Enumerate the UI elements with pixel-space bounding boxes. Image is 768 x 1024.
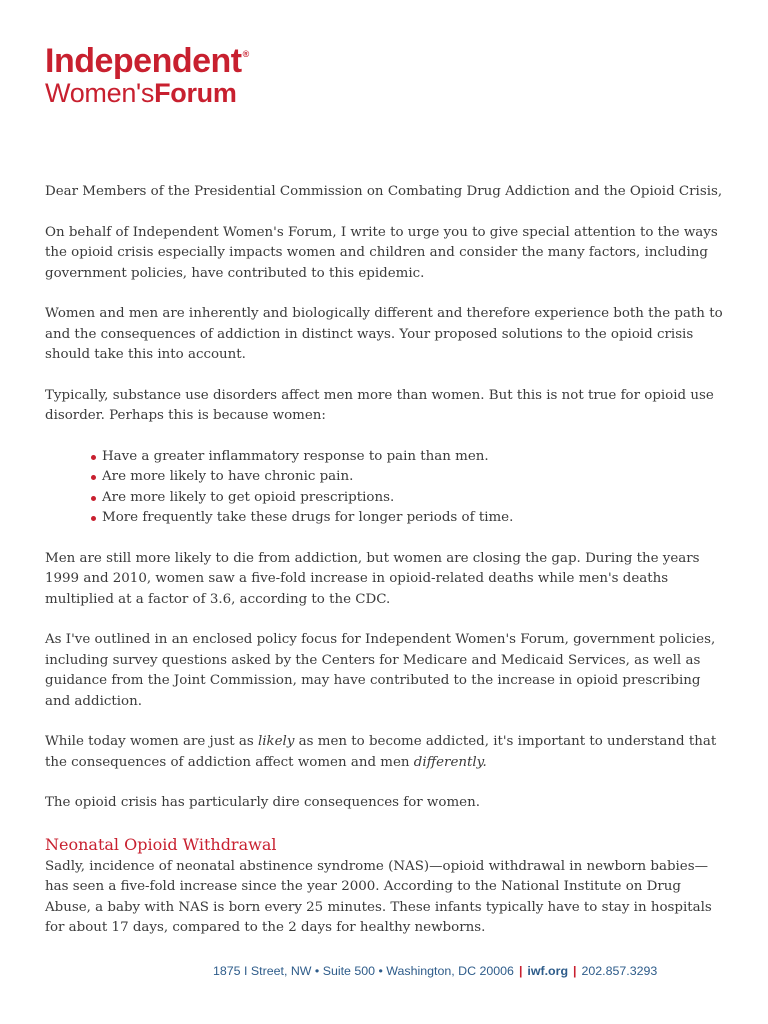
logo-word-forum: Forum [154, 78, 237, 108]
footer-phone: 202.857.3293 [581, 964, 658, 978]
list-item-text: Are more likely to have chronic pain. [102, 469, 354, 484]
paragraph-policy: As I've outlined in an enclosed policy focus for Independent Women's Forum, government policies, including survey questions asked by the Centers for Medicare and Medicaid Services, as well as guidance from the Joint Commission, may have contributed to the increase in opioid prescribing and addiction. [45, 632, 716, 709]
footer-separator: | [573, 964, 577, 978]
list-item-text: More frequently take these drugs for longer periods of time. [102, 510, 514, 525]
text-run: as men to become addicted, it's important to understand that the consequences of addiction affect women and men [45, 734, 717, 770]
paragraph-deaths: Men are still more likely to die from addiction, but women are closing the gap. During the years 1999 and 2010, women saw a five-fold increase in opioid-related deaths while men's deaths multiplied at a factor of 3.6, according to the CDC. [45, 550, 700, 607]
footer-separator: | [518, 964, 523, 978]
paragraph-intro: On behalf of Independent Women's Forum, I write to urge you to give special attention to the ways the opioid crisis especially impacts women and children and consider the many factors, including government policies, have contributed to this epidemic. [45, 224, 718, 281]
paragraph-differences: Women and men are inherently and biologically different and therefore experience both the path to and the consequences of addiction in distinct ways. Your proposed solutions to the opioid crisis should take this into account. [45, 306, 723, 362]
list-item [91, 488, 727, 509]
bullet-dot-icon [91, 496, 96, 501]
paragraph-differently [45, 732, 727, 773]
logo-line-womens-forum [45, 80, 249, 107]
logo-line-independent [45, 44, 249, 78]
bullet-dot-icon [91, 475, 96, 480]
footer-contact [213, 964, 657, 978]
emphasis-differently: differently. [413, 754, 487, 770]
footer-address: 1875 I Street, NW • Suite 500 • Washington, DC 20006 [213, 964, 514, 978]
salutation: Dear Members of the Presidential Commission on Combating Drug Addiction and the Opioid Crisis, [45, 184, 723, 199]
paragraph-use-disorder: Typically, substance use disorders affect men more than women. But this is not true for opioid use disorder. Perhaps this is because women: [45, 387, 714, 423]
paragraph-nas: Sadly, incidence of neonatal abstinence syndrome (NAS)—opioid withdrawal in newborn babies—has seen a five-fold increase since the year 2000. According to the National Institute on Drug Abuse, a baby with NAS is born every 25 minutes. These infants typically have to stay in hospitals for about 17 days, compared to the 2 days for healthy newborns. [45, 858, 712, 935]
bullet-dot-icon [91, 516, 96, 521]
emphasis-likely: likely [257, 734, 295, 749]
list-item [91, 467, 727, 488]
section-heading-neonatal: Neonatal Opioid Withdrawal [45, 834, 277, 854]
bullet-dot-icon [91, 455, 96, 460]
list-item-text: Have a greater inflammatory response to pain than men. [102, 448, 489, 464]
paragraph-dire-consequences: The opioid crisis has particularly dire consequences for women. [45, 795, 480, 810]
letter-body [45, 182, 727, 959]
list-item-text: Are more likely to get opioid prescriptions. [102, 489, 395, 505]
reasons-list [45, 447, 727, 529]
text-run: While today women are just as [45, 734, 258, 749]
list-item [91, 447, 727, 468]
list-item [91, 508, 727, 529]
registered-mark: ® [242, 49, 249, 59]
iwf-logo [45, 44, 249, 107]
footer-website-link[interactable]: iwf.org [527, 964, 569, 978]
logo-word-independent: Independent [45, 42, 242, 80]
logo-word-womens: Women's [45, 78, 155, 108]
